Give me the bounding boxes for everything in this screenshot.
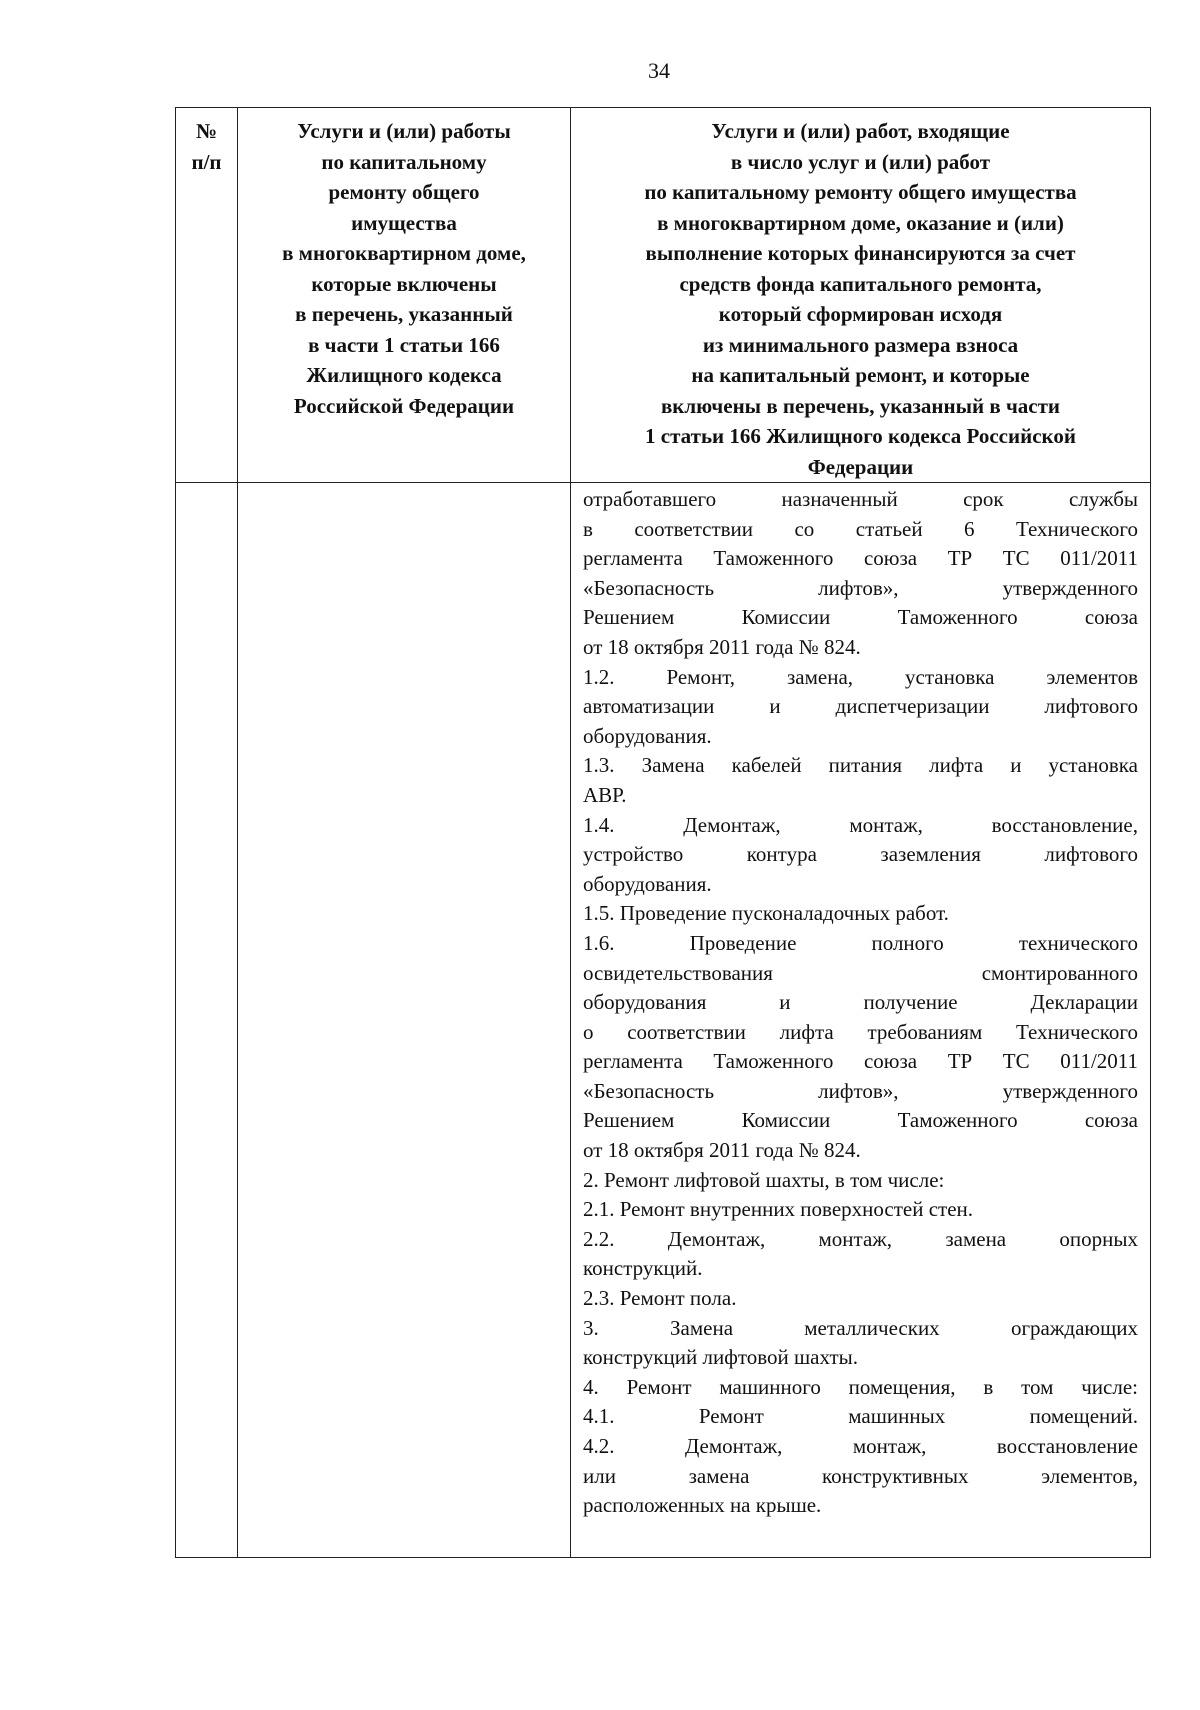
content-line: Решением Комиссии Таможенного союза — [583, 605, 1138, 630]
header-line: Жилищного кодекса — [306, 363, 502, 387]
content-line: устройство контура заземления лифтового — [583, 842, 1138, 867]
services-table — [175, 107, 1151, 1558]
content-line: 2. Ремонт лифтовой шахты, в том числе: — [583, 1167, 945, 1192]
content-line: от 18 октября 2011 года № 824. — [583, 634, 861, 659]
content-line: 2.1. Ремонт внутренних поверхностей стен. — [583, 1197, 974, 1222]
content-line: расположенных на крыше. — [583, 1493, 822, 1518]
content-line: конструкций. — [583, 1256, 703, 1281]
content-line: 2.3. Ремонт пола. — [583, 1286, 737, 1311]
content-line: АВР. — [583, 782, 627, 807]
row-content-cell — [571, 483, 1151, 1558]
content-line: или замена конструктивных элементов, — [583, 1463, 1138, 1488]
content-line: 1.5. Проведение пусконаладочных работ. — [583, 901, 949, 926]
row-service-cell — [238, 483, 571, 1558]
content-line: в соответствии со статьей 6 Технического — [583, 516, 1138, 541]
header-line: п/п — [191, 149, 222, 174]
content-line: 3. Замена металлических ограждающих — [583, 1315, 1138, 1340]
header-line: в перечень, указанный — [295, 302, 513, 326]
content-line: конструкций лифтовой шахты. — [583, 1345, 859, 1370]
header-line: средств фонда капитального ремонта, — [679, 271, 1042, 296]
header-line: Российской Федерации — [293, 393, 515, 418]
header-line: на капитальный ремонт, и которые — [691, 363, 1030, 387]
header-line: Услуги и (или) работ, входящие — [711, 119, 1010, 143]
content-line: 4.2. Демонтаж, монтаж, восстановление — [583, 1434, 1138, 1458]
header-line: Федерации — [807, 454, 914, 479]
content-line: оборудования и получение Декларации — [583, 990, 1138, 1015]
content-line: «Безопасность лифтов», утвержденного — [583, 1078, 1138, 1103]
header-line: имущества — [351, 210, 457, 235]
header-line: Услуги и (или) работы — [297, 119, 511, 143]
table-row — [176, 483, 1151, 1558]
content-line: автоматизации и диспетчеризации лифтового — [583, 694, 1138, 719]
content-line: о соответствии лифта требованиям Технического — [583, 1019, 1138, 1044]
content-line: 2.2. Демонтаж, монтаж, замена опорных — [583, 1226, 1138, 1251]
content-line: 1.4. Демонтаж, монтаж, восстановление, — [583, 812, 1138, 837]
content-line: 1.6. Проведение полного технического — [583, 930, 1138, 955]
content-line: освидетельствования смонтированного — [583, 960, 1138, 985]
header-line: по капитальному — [321, 149, 487, 174]
header-line: ремонту общего — [328, 180, 480, 204]
header-services — [238, 108, 571, 483]
header-line: включены в перечень, указанный в части — [660, 393, 1061, 418]
header-line: в многоквартирном доме, — [282, 241, 526, 265]
content-line: 1.2. Ремонт, замена, установка элементов — [583, 664, 1138, 689]
header-line: который сформирован исходя — [718, 302, 1003, 326]
header-line: в многоквартирном доме, оказание и (или) — [657, 210, 1064, 235]
header-line: по капитальному ремонту общего имущества — [644, 180, 1077, 204]
table-header-row — [176, 108, 1151, 483]
content-line: 4.1. Ремонт машинных помещений. — [583, 1404, 1138, 1429]
content-line: оборудования. — [583, 871, 712, 896]
row-number-cell — [176, 483, 238, 1558]
header-services-included — [571, 108, 1151, 483]
content-line: отработавшего назначенный срок службы — [583, 487, 1138, 511]
content-line: от 18 октября 2011 года № 824. — [583, 1138, 861, 1163]
header-line: в число услуг и (или) работ — [730, 149, 991, 174]
content-line: регламента Таможенного союза ТР ТС 011/2011 — [583, 1049, 1138, 1074]
content-line: 4. Ремонт машинного помещения, в том числе: — [583, 1374, 1138, 1399]
content-line: оборудования. — [583, 723, 712, 748]
page-number: 34 — [648, 58, 670, 83]
content-line: «Безопасность лифтов», утвержденного — [583, 575, 1138, 600]
header-line: 1 статьи 166 Жилищного кодекса Российской — [645, 424, 1076, 448]
header-line: выполнение которых финансируются за счет — [645, 241, 1076, 265]
header-number — [176, 108, 238, 483]
content-line: регламента Таможенного союза ТР ТС 011/2011 — [583, 546, 1138, 571]
header-line: в части 1 статьи 166 — [308, 332, 500, 357]
header-line: которые включены — [311, 271, 497, 296]
header-line: из минимального размера взноса — [702, 332, 1019, 357]
content-line: 1.3. Замена кабелей питания лифта и установка — [583, 753, 1138, 778]
header-line: № — [195, 119, 218, 143]
content-line: Решением Комиссии Таможенного союза — [583, 1108, 1138, 1133]
